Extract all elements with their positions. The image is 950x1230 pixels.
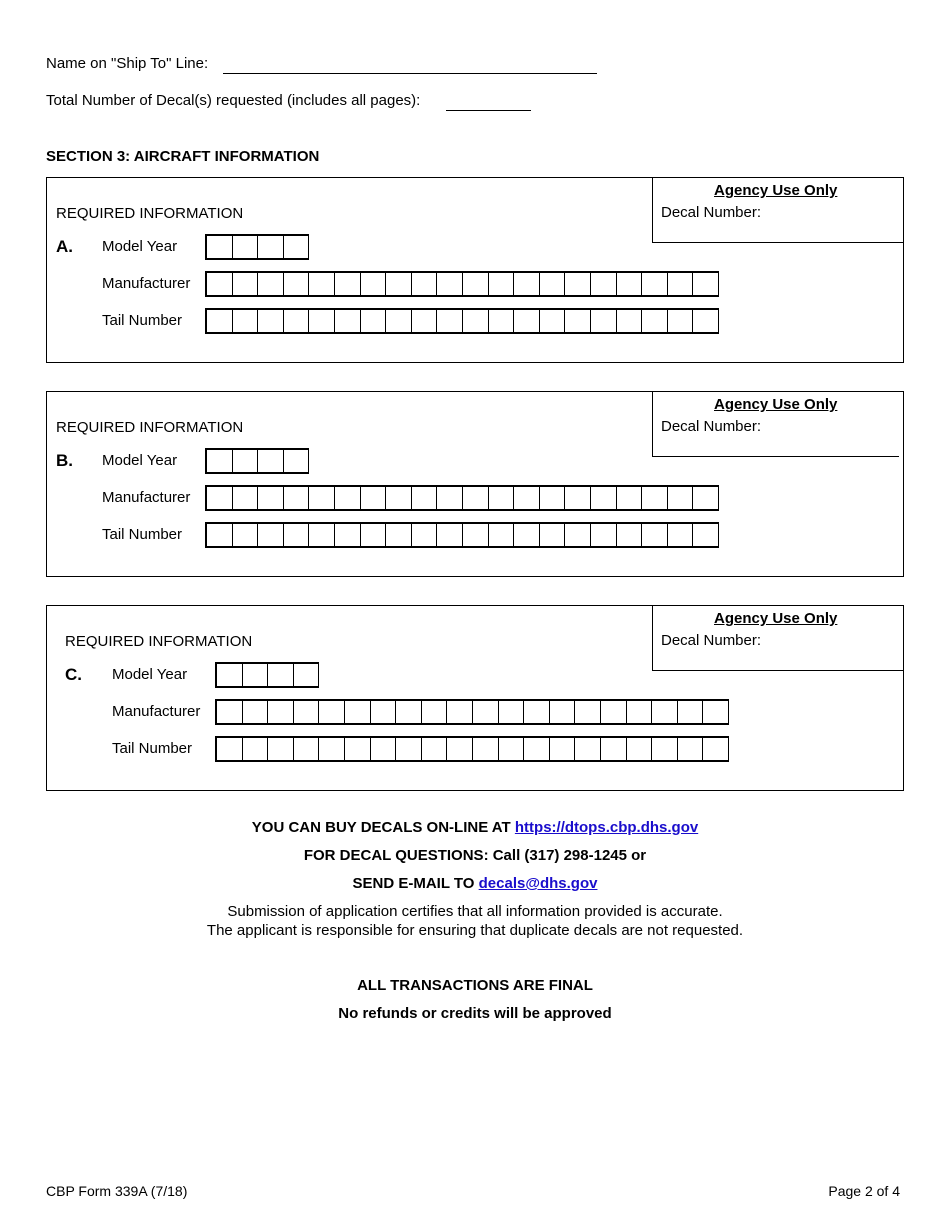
character-cell[interactable]	[268, 736, 294, 762]
form-id: CBP Form 339A (7/18)	[46, 1183, 188, 1199]
model-year-input[interactable]	[215, 662, 319, 688]
character-cell[interactable]	[309, 271, 335, 297]
character-cell[interactable]	[703, 736, 729, 762]
character-cell[interactable]	[565, 308, 591, 334]
character-cell[interactable]	[233, 234, 259, 260]
manufacturer-label: Manufacturer	[102, 489, 191, 506]
email-line	[0, 875, 950, 892]
character-cell[interactable]	[258, 485, 284, 511]
character-cell[interactable]	[437, 308, 463, 334]
character-cell[interactable]	[386, 485, 412, 511]
character-cell[interactable]	[386, 522, 412, 548]
character-cell[interactable]	[524, 736, 550, 762]
character-cell[interactable]	[284, 271, 310, 297]
character-cell[interactable]	[396, 736, 422, 762]
character-cell[interactable]	[284, 234, 310, 260]
character-cell[interactable]	[207, 234, 233, 260]
character-cell[interactable]	[217, 662, 243, 688]
character-cell[interactable]	[617, 485, 643, 511]
tail-number-label: Tail Number	[102, 312, 183, 329]
character-cell[interactable]	[489, 271, 515, 297]
character-cell[interactable]	[591, 522, 617, 548]
character-cell[interactable]	[319, 699, 345, 725]
character-cell[interactable]	[668, 271, 694, 297]
character-cell[interactable]	[207, 522, 233, 548]
manufacturer-label: Manufacturer	[102, 275, 191, 292]
character-cell[interactable]	[540, 485, 566, 511]
character-cell[interactable]	[412, 522, 438, 548]
character-cell[interactable]	[386, 308, 412, 334]
character-cell[interactable]	[514, 271, 540, 297]
character-cell[interactable]	[243, 736, 269, 762]
manufacturer-input[interactable]	[205, 271, 719, 297]
character-cell[interactable]	[422, 736, 448, 762]
character-cell[interactable]	[207, 485, 233, 511]
agency-use-box	[652, 178, 904, 243]
character-cell[interactable]	[514, 308, 540, 334]
character-cell[interactable]	[284, 308, 310, 334]
manufacturer-input[interactable]	[205, 485, 719, 511]
character-cell[interactable]	[524, 699, 550, 725]
character-cell[interactable]	[258, 522, 284, 548]
character-cell[interactable]	[463, 308, 489, 334]
character-cell[interactable]	[258, 234, 284, 260]
character-cell[interactable]	[386, 271, 412, 297]
section-title: SECTION 3: AIRCRAFT INFORMATION	[46, 148, 320, 165]
character-cell[interactable]	[550, 736, 576, 762]
agency-use-title: Agency Use Only	[714, 396, 838, 413]
character-cell[interactable]	[345, 736, 371, 762]
character-cell[interactable]	[217, 736, 243, 762]
character-cell[interactable]	[540, 271, 566, 297]
character-cell[interactable]	[463, 271, 489, 297]
character-cell[interactable]	[489, 485, 515, 511]
character-cell[interactable]	[473, 699, 499, 725]
character-cell[interactable]	[233, 522, 259, 548]
aircraft-letter: C.	[65, 665, 82, 684]
dtops-link[interactable]: https://dtops.cbp.dhs.gov	[514, 819, 699, 836]
character-cell[interactable]	[412, 271, 438, 297]
character-cell[interactable]	[678, 699, 704, 725]
model-year-label: Model Year	[102, 452, 178, 469]
model-year-label: Model Year	[112, 666, 188, 683]
character-cell[interactable]	[601, 736, 627, 762]
total-decals-field[interactable]	[446, 110, 531, 111]
character-cell[interactable]	[258, 308, 284, 334]
character-cell[interactable]	[565, 271, 591, 297]
character-cell[interactable]	[437, 271, 463, 297]
email-text: SEND E-MAIL TO	[352, 875, 479, 892]
page-number: Page 2 of 4	[828, 1183, 900, 1199]
character-cell[interactable]	[668, 485, 694, 511]
character-cell[interactable]	[361, 271, 387, 297]
character-cell[interactable]	[412, 308, 438, 334]
no-refunds-notice: No refunds or credits will be approved	[338, 1005, 612, 1022]
character-cell[interactable]	[396, 699, 422, 725]
character-cell[interactable]	[207, 271, 233, 297]
agency-use-title: Agency Use Only	[714, 182, 838, 199]
character-cell[interactable]	[309, 485, 335, 511]
character-cell[interactable]	[693, 485, 719, 511]
character-cell[interactable]	[703, 699, 729, 725]
tail-number-input[interactable]	[205, 308, 719, 334]
character-cell[interactable]	[642, 308, 668, 334]
character-cell[interactable]	[617, 522, 643, 548]
decal-number-label: Decal Number:	[661, 632, 762, 649]
character-cell[interactable]	[335, 308, 361, 334]
character-cell[interactable]	[540, 308, 566, 334]
agency-use-box	[652, 392, 899, 457]
required-info-label: REQUIRED INFORMATION	[56, 419, 244, 436]
character-cell[interactable]	[412, 485, 438, 511]
model-year-input[interactable]	[205, 448, 309, 474]
character-cell[interactable]	[652, 736, 678, 762]
character-cell[interactable]	[243, 699, 269, 725]
tail-number-input[interactable]	[215, 736, 729, 762]
character-cell[interactable]	[489, 522, 515, 548]
character-cell[interactable]	[447, 736, 473, 762]
character-cell[interactable]	[627, 699, 653, 725]
character-cell[interactable]	[284, 448, 310, 474]
character-cell[interactable]	[294, 662, 320, 688]
character-cell[interactable]	[268, 662, 294, 688]
character-cell[interactable]	[601, 699, 627, 725]
decal-number-label: Decal Number:	[661, 204, 762, 221]
character-cell[interactable]	[309, 522, 335, 548]
character-cell[interactable]	[207, 448, 233, 474]
character-cell[interactable]	[371, 699, 397, 725]
total-decals-label: Total Number of Decal(s) requested (includes all pages):	[46, 92, 421, 109]
tail-number-label: Tail Number	[102, 526, 183, 543]
character-cell[interactable]	[258, 448, 284, 474]
character-cell[interactable]	[617, 308, 643, 334]
character-cell[interactable]	[575, 736, 601, 762]
model-year-label: Model Year	[102, 238, 178, 255]
final-notice: ALL TRANSACTIONS ARE FINAL	[357, 977, 593, 994]
buy-online-line	[0, 819, 950, 836]
character-cell[interactable]	[437, 485, 463, 511]
agency-use-title: Agency Use Only	[714, 610, 838, 627]
character-cell[interactable]	[591, 485, 617, 511]
character-cell[interactable]	[550, 699, 576, 725]
character-cell[interactable]	[207, 308, 233, 334]
character-cell[interactable]	[233, 308, 259, 334]
character-cell[interactable]	[335, 522, 361, 548]
character-cell[interactable]	[258, 271, 284, 297]
character-cell[interactable]	[642, 271, 668, 297]
character-cell[interactable]	[499, 699, 525, 725]
character-cell[interactable]	[284, 522, 310, 548]
character-cell[interactable]	[668, 522, 694, 548]
required-info-label: REQUIRED INFORMATION	[65, 633, 253, 650]
aircraft-block-a	[46, 177, 904, 363]
decal-number-label: Decal Number:	[661, 418, 762, 435]
certify-line-1: Submission of application certifies that all information provided is accurate.	[227, 903, 723, 920]
character-cell[interactable]	[284, 485, 310, 511]
character-cell[interactable]	[294, 699, 320, 725]
character-cell[interactable]	[617, 271, 643, 297]
character-cell[interactable]	[361, 485, 387, 511]
character-cell[interactable]	[294, 736, 320, 762]
character-cell[interactable]	[693, 271, 719, 297]
aircraft-letter: A.	[56, 237, 73, 256]
character-cell[interactable]	[233, 485, 259, 511]
certify-line-2: The applicant is responsible for ensuring that duplicate decals are not requested.	[206, 922, 744, 939]
questions-line: FOR DECAL QUESTIONS: Call (317) 298-1245 or	[303, 847, 647, 864]
character-cell[interactable]	[361, 522, 387, 548]
manufacturer-input[interactable]	[215, 699, 729, 725]
email-link[interactable]: decals@dhs.gov	[478, 875, 598, 892]
tail-number-input[interactable]	[205, 522, 719, 548]
character-cell[interactable]	[335, 485, 361, 511]
character-cell[interactable]	[233, 448, 259, 474]
character-cell[interactable]	[642, 522, 668, 548]
ship-to-label: Name on "Ship To" Line:	[46, 55, 209, 72]
character-cell[interactable]	[642, 485, 668, 511]
character-cell[interactable]	[693, 522, 719, 548]
aircraft-letter: B.	[56, 451, 73, 470]
character-cell[interactable]	[514, 485, 540, 511]
character-cell[interactable]	[575, 699, 601, 725]
aircraft-block-c	[46, 605, 904, 791]
character-cell[interactable]	[627, 736, 653, 762]
buy-online-text: YOU CAN BUY DECALS ON-LINE AT	[251, 819, 515, 836]
character-cell[interactable]	[361, 308, 387, 334]
character-cell[interactable]	[668, 308, 694, 334]
character-cell[interactable]	[499, 736, 525, 762]
character-cell[interactable]	[652, 699, 678, 725]
character-cell[interactable]	[447, 699, 473, 725]
character-cell[interactable]	[268, 699, 294, 725]
ship-to-field[interactable]	[223, 73, 597, 74]
required-info-label: REQUIRED INFORMATION	[56, 205, 244, 222]
agency-use-box	[652, 606, 904, 671]
character-cell[interactable]	[345, 699, 371, 725]
character-cell[interactable]	[463, 522, 489, 548]
character-cell[interactable]	[693, 308, 719, 334]
character-cell[interactable]	[243, 662, 269, 688]
manufacturer-label: Manufacturer	[112, 703, 201, 720]
character-cell[interactable]	[463, 485, 489, 511]
character-cell[interactable]	[217, 699, 243, 725]
character-cell[interactable]	[514, 522, 540, 548]
character-cell[interactable]	[319, 736, 345, 762]
character-cell[interactable]	[678, 736, 704, 762]
character-cell[interactable]	[309, 308, 335, 334]
character-cell[interactable]	[489, 308, 515, 334]
tail-number-label: Tail Number	[112, 740, 193, 757]
aircraft-block-b	[46, 391, 904, 577]
model-year-input[interactable]	[205, 234, 309, 260]
character-cell[interactable]	[437, 522, 463, 548]
character-cell[interactable]	[591, 271, 617, 297]
character-cell[interactable]	[565, 485, 591, 511]
character-cell[interactable]	[335, 271, 361, 297]
character-cell[interactable]	[540, 522, 566, 548]
character-cell[interactable]	[591, 308, 617, 334]
character-cell[interactable]	[473, 736, 499, 762]
character-cell[interactable]	[422, 699, 448, 725]
character-cell[interactable]	[371, 736, 397, 762]
character-cell[interactable]	[233, 271, 259, 297]
character-cell[interactable]	[565, 522, 591, 548]
